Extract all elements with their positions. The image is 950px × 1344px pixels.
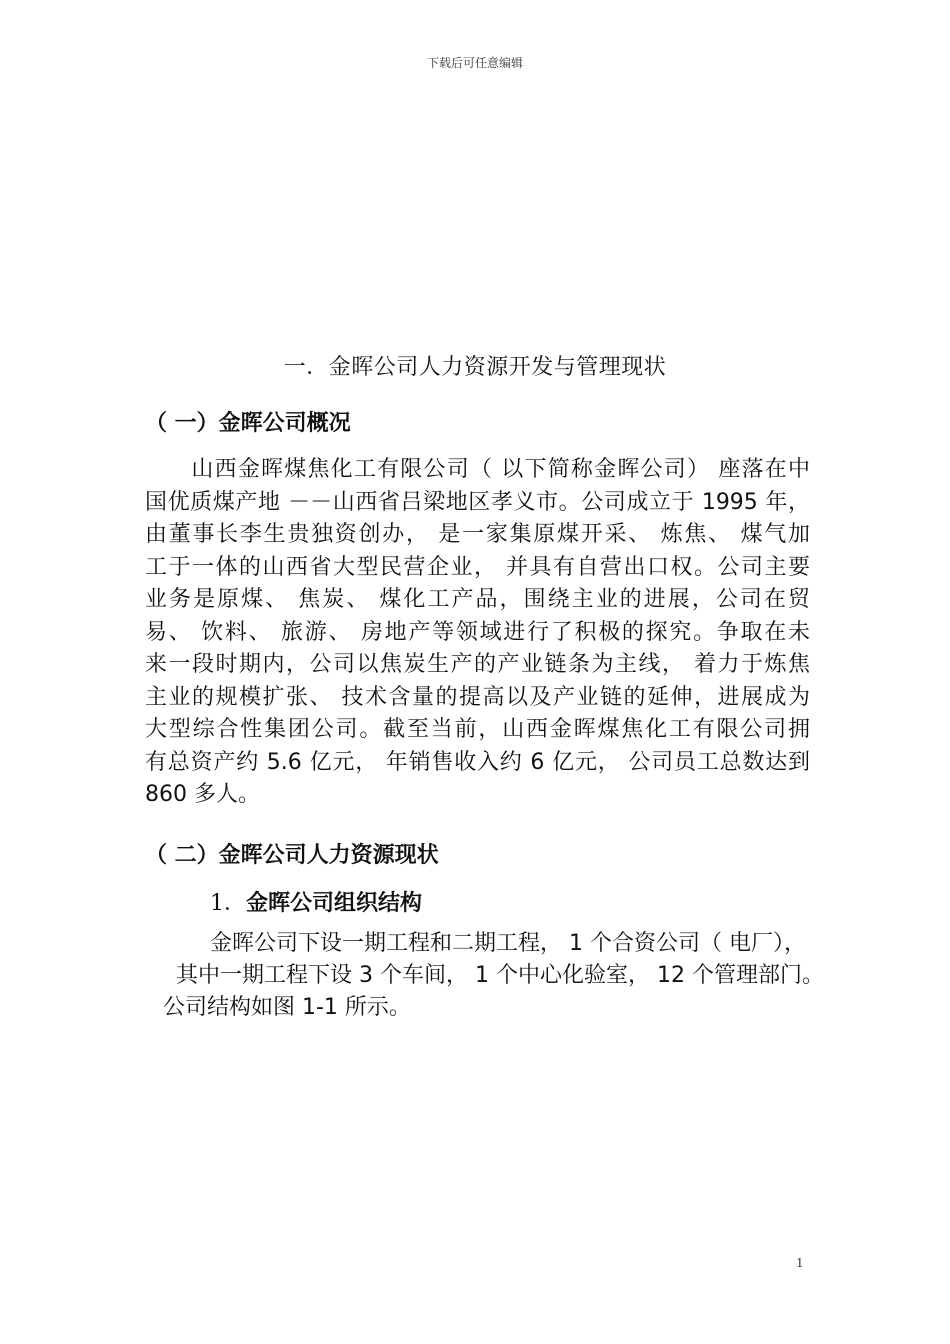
subsection-number: 1． [210, 891, 246, 916]
org-structure-line: 其中一期工程下设 3 个车间， 1 个中心化验室， 12 个管理部门。 [176, 963, 824, 988]
section-heading-overview: （ 一）金晖公司概况 [145, 411, 351, 436]
page-header: 下载后可任意编辑 [426, 56, 523, 70]
overview-paragraph [145, 454, 810, 812]
paragraph-line: 主业的规模扩张、 技术含量的提高以及产业链的延伸，进展成为 [145, 684, 810, 710]
chapter-title: 一．金晖公司人力资源开发与管理现状 [283, 355, 667, 380]
subsection-heading-org-structure [210, 886, 422, 917]
subsection-title: 金晖公司组织结构 [246, 891, 423, 916]
paragraph-line: 业务是原煤、 焦炭、 煤化工产品，围绕主业的进展，公司在贸 [145, 587, 810, 612]
paragraph-line: 来一段时期内，公司以焦炭生产的产业链条为主线， 着力于炼焦 [145, 652, 810, 677]
paragraph-line: 860 多人。 [145, 782, 260, 807]
org-structure-line: 金晖公司下设一期工程和二期工程， 1 个合资公司（ 电厂）， [210, 931, 806, 956]
paragraph-line: 有总资产约 5.6 亿元， 年销售收入约 6 亿元， 公司员工总数达到 [145, 749, 810, 775]
paragraph-line: 山西金晖煤焦化工有限公司（ 以下简称金晖公司） 座落在中 [145, 457, 810, 482]
paragraph-line: 易、 饮料、 旅游、 房地产等领域进行了积极的探究。争取在未 [145, 619, 810, 645]
paragraph-line: 工于一体的山西省大型民营企业， 并具有自营出口权。公司主要 [145, 554, 810, 580]
paragraph-line: 国优质煤产地 －－山西省吕梁地区孝义市。公司成立于 1995 年， [145, 489, 810, 515]
section-heading-hr-status: （ 二）金晖公司人力资源现状 [145, 843, 439, 868]
page-number: 1 [796, 1256, 804, 1270]
paragraph-line: 大型综合性集团公司。截至当前，山西金晖煤焦化工有限公司拥 [145, 717, 810, 742]
paragraph-line: 由董事长李生贵独资创办， 是一家集原煤开采、 炼焦、 煤气加 [145, 522, 810, 547]
org-structure-line: 公司结构如图 1-1 所示。 [163, 995, 411, 1020]
